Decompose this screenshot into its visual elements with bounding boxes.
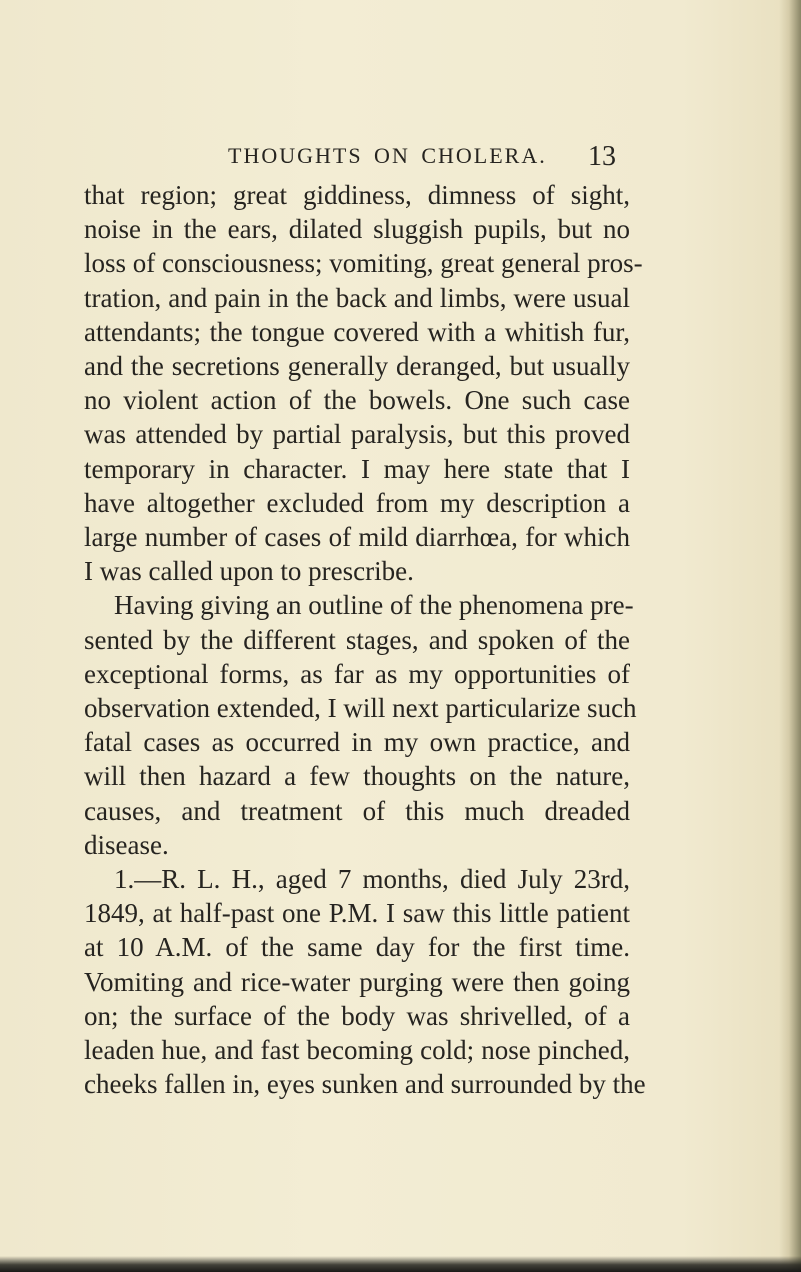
- text-line: on; the surface of the body was shrivelled, of a: [84, 1000, 630, 1031]
- paragraph-start-line: Having giving an outline of the phenomena pre-: [114, 590, 634, 621]
- text-line: large number of cases of mild diarrhœa, for which: [84, 522, 630, 553]
- text-line: will then hazard a few thoughts on the nature,: [84, 761, 630, 792]
- text-line: attendants; the tongue covered with a whitish fur,: [84, 316, 630, 347]
- page-bottom-shadow: [0, 1256, 801, 1272]
- text-line: no violent action of the bowels. One such case: [84, 385, 630, 416]
- text-line: was attended by partial paralysis, but this proved: [84, 419, 630, 450]
- case-entry-start-line: 1.—R. L. H., aged 7 months, died July 23rd,: [114, 864, 630, 895]
- text-line: cheeks fallen in, eyes sunken and surrounded by the: [84, 1069, 646, 1100]
- text-line: at 10 A.M. of the same day for the first time.: [84, 932, 630, 963]
- text-line: loss of consciousness; vomiting, great general pros-: [84, 248, 643, 279]
- text-line: fatal cases as occurred in my own practice, and: [84, 727, 630, 758]
- text-line: leaden hue, and fast becoming cold; nose pinched,: [84, 1035, 630, 1066]
- text-line: sented by the different stages, and spoken of the: [84, 624, 630, 655]
- paragraph-end-line: disease.: [84, 829, 169, 860]
- body-text: [84, 178, 646, 1101]
- text-line: 1849, at half-past one P.M. I saw this little patient: [84, 898, 630, 929]
- text-line: temporary in character. I may here state that I: [84, 453, 630, 484]
- text-line: Vomiting and rice-water purging were then going: [84, 966, 630, 997]
- text-line: exceptional forms, as far as my opportunities of: [84, 658, 630, 689]
- page-edge-shadow: [779, 0, 801, 1272]
- text-line: and the secretions generally deranged, but usually: [84, 351, 630, 382]
- text-line: noise in the ears, dilated sluggish pupils, but no: [84, 214, 630, 245]
- text-line: observation extended, I will next particularize such: [84, 693, 637, 724]
- text-line: have altogether excluded from my description a: [84, 487, 630, 518]
- running-title: THOUGHTS ON CHOLERA.: [228, 143, 547, 168]
- page-header: [0, 143, 801, 177]
- text-line: that region; great giddiness, dimness of sight,: [84, 180, 630, 210]
- paragraph-end-line: I was called upon to prescribe.: [84, 556, 414, 587]
- text-line: tration, and pain in the back and limbs, were usual: [84, 282, 630, 313]
- page-number: 13: [588, 141, 616, 172]
- text-line: causes, and treatment of this much dreaded: [84, 795, 630, 826]
